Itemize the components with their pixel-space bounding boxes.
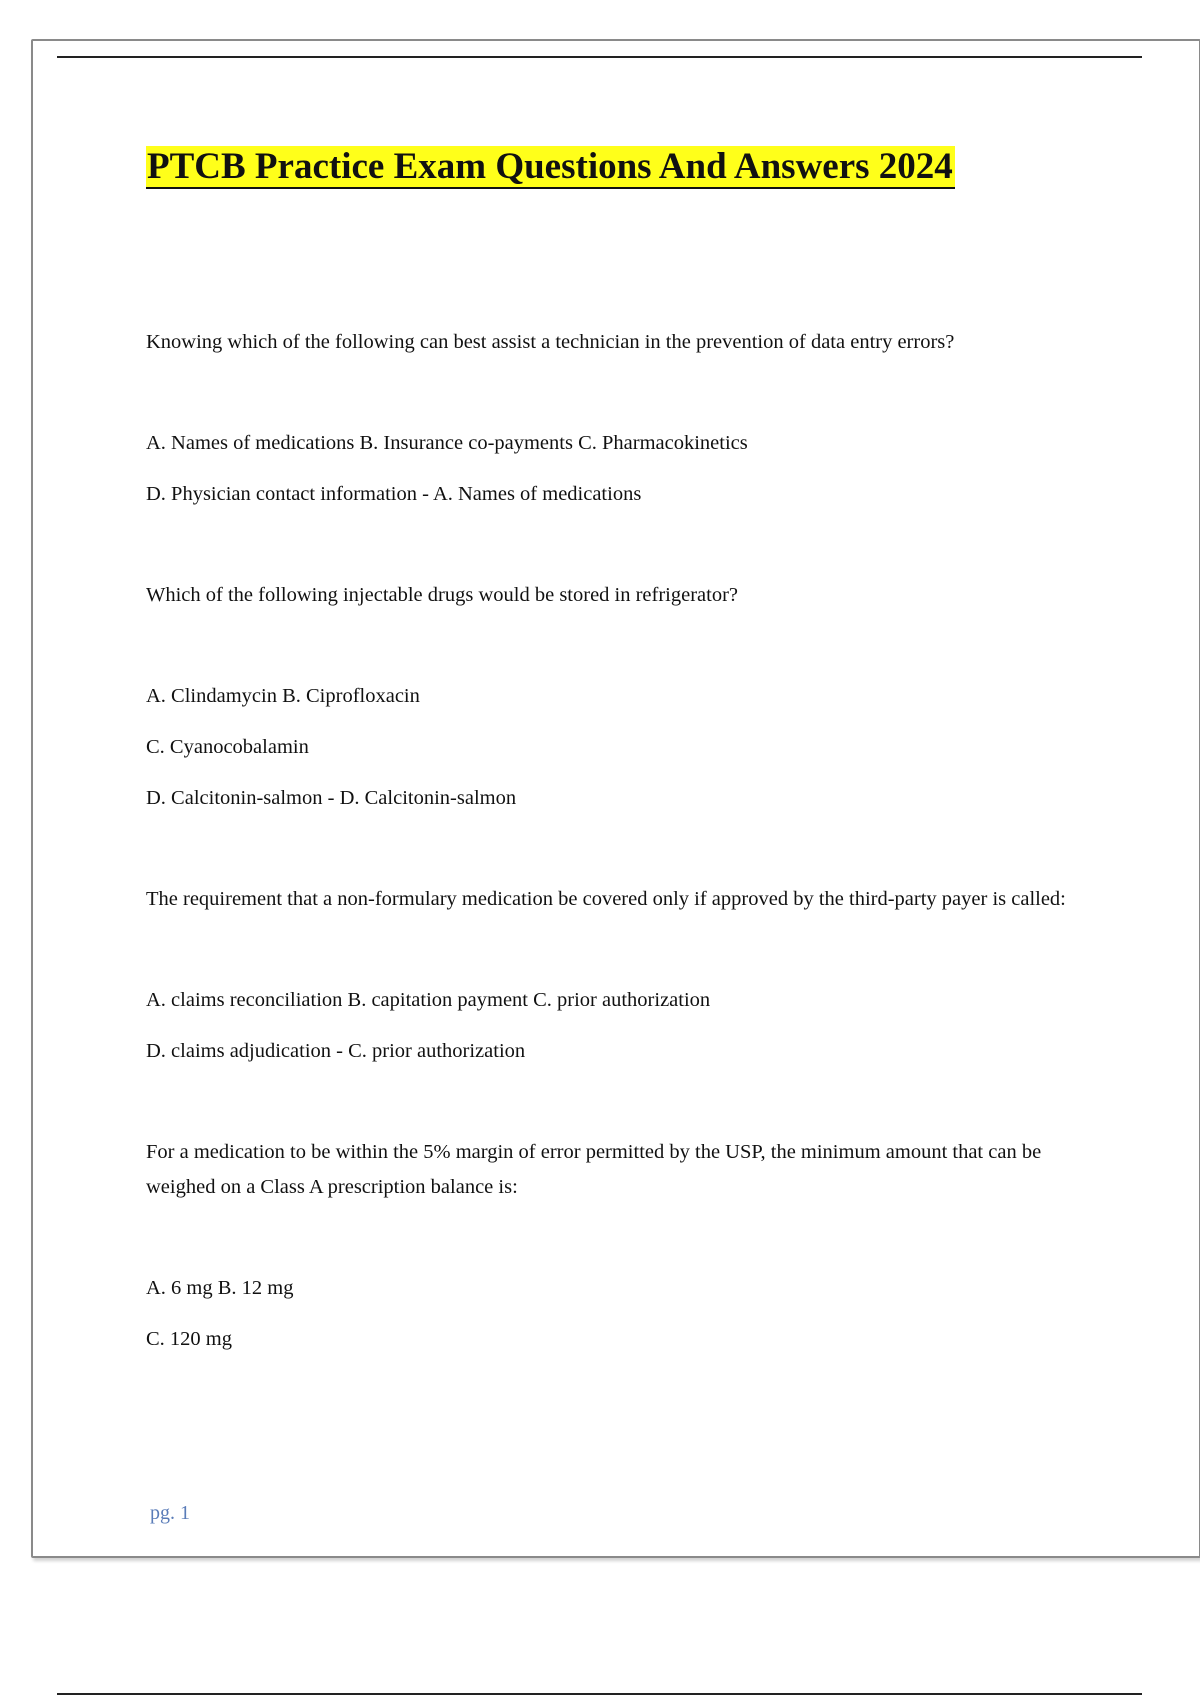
header-rule [57, 56, 1142, 58]
question-prompt: For a medication to be within the 5% margin of error permitted by the USP, the minimum amount that can be weighed on a Class A prescription balance is: [146, 1141, 1042, 1198]
document-title [146, 145, 955, 189]
page-number: pg. 1 [150, 1502, 190, 1524]
options-line: A. 6 mg B. 12 mg [146, 1277, 294, 1299]
question-item [146, 578, 1096, 816]
question-prompt: The requirement that a non-formulary medication be covered only if approved by the third-party payer is called: [146, 888, 1066, 910]
options-line: C. Cyanocobalamin [146, 736, 309, 758]
options-line: A. Clindamycin B. Ciprofloxacin [146, 685, 420, 707]
options-line: A. claims reconciliation B. capitation payment C. prior authorization [146, 989, 711, 1011]
question-item [146, 1135, 1096, 1357]
question-item [146, 325, 1096, 512]
options-line: C. 120 mg [146, 1328, 232, 1350]
question-list [146, 325, 1096, 1423]
next-page-header-rule [57, 1693, 1142, 1695]
options-answer-line: D. Physician contact information - A. Names of medications [146, 483, 642, 505]
question-item [146, 882, 1096, 1069]
options-answer-line: D. Calcitonin-salmon - D. Calcitonin-salmon [146, 787, 517, 809]
document-title-text: PTCB Practice Exam Questions And Answers 2024 [147, 146, 953, 187]
question-prompt: Which of the following injectable drugs would be stored in refrigerator? [146, 584, 739, 606]
options-answer-line: D. claims adjudication - C. prior authorization [146, 1040, 526, 1062]
question-prompt: Knowing which of the following can best assist a technician in the prevention of data entry errors? [146, 331, 955, 353]
options-line: A. Names of medications B. Insurance co-payments C. Pharmacokinetics [146, 432, 748, 454]
